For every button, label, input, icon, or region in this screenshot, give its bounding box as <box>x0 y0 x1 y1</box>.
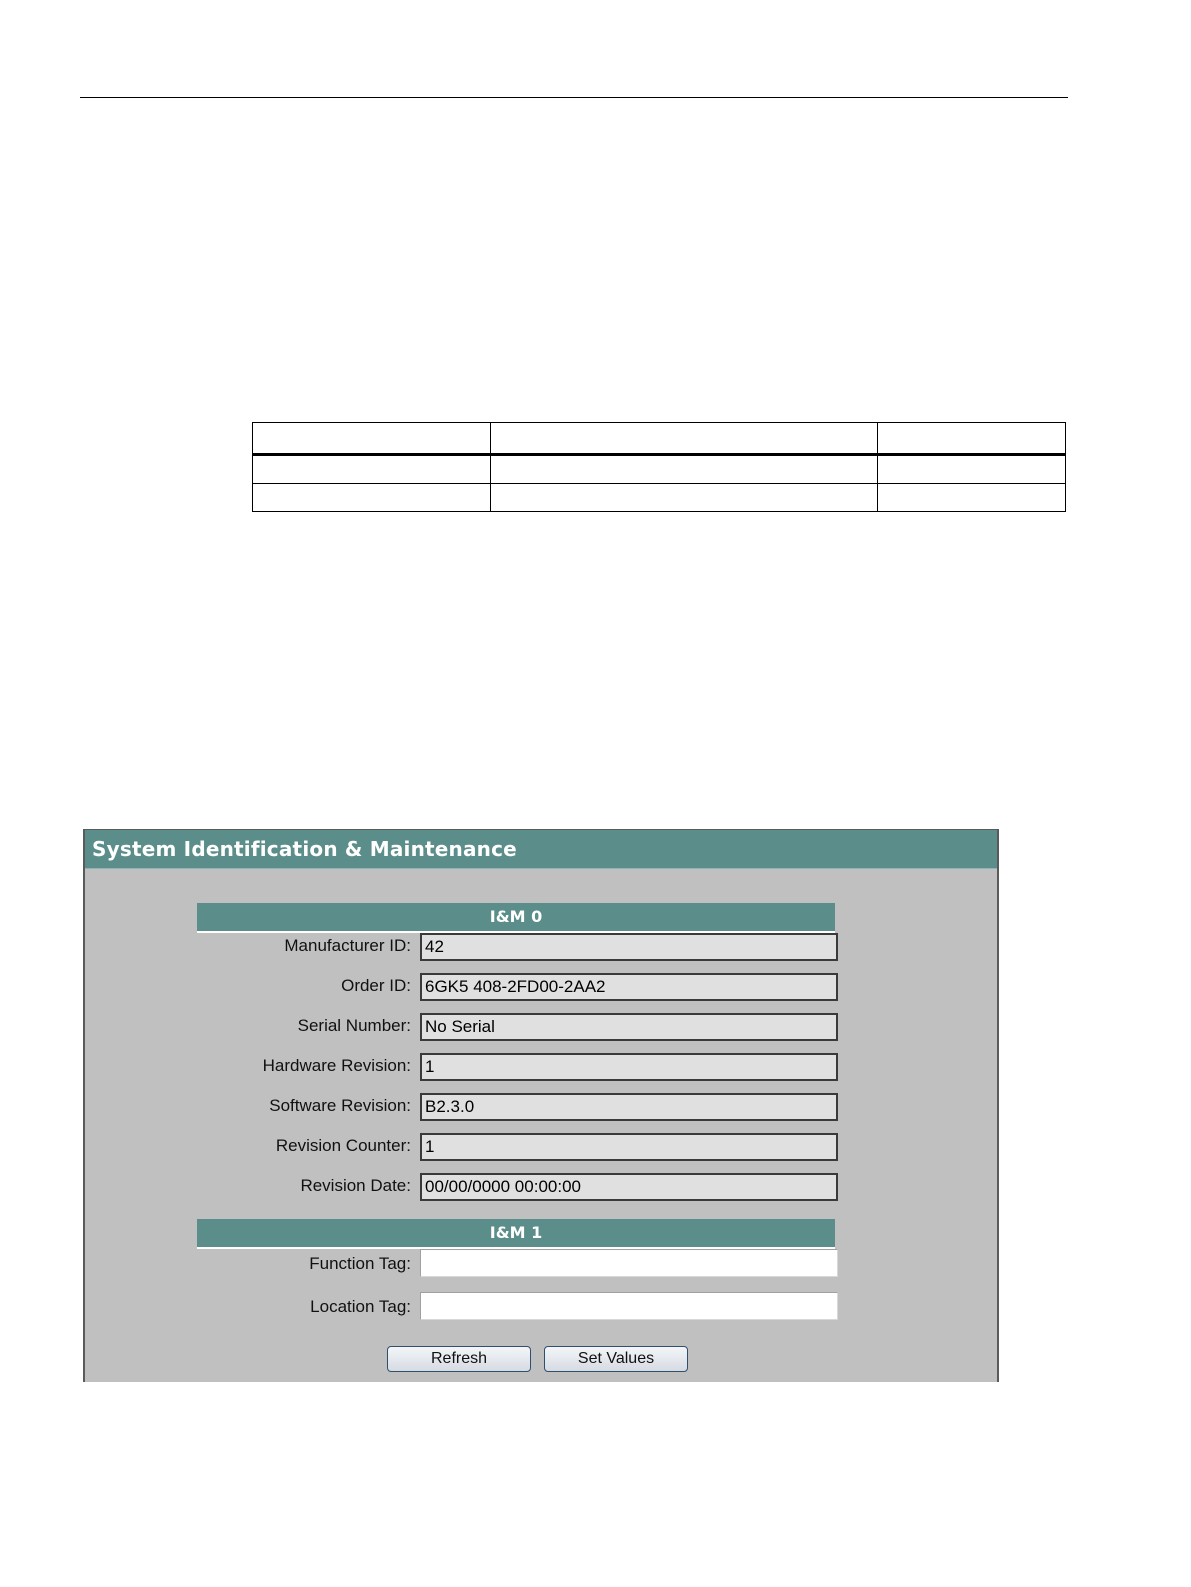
hardware-revision-label: Hardware Revision: <box>262 1056 411 1075</box>
table-cell <box>878 484 1066 512</box>
table-cell <box>878 455 1066 484</box>
table-cell <box>253 455 491 484</box>
table-cell <box>253 423 491 455</box>
section-header-im0: I&M 0 <box>197 903 835 933</box>
table-row <box>253 455 1066 484</box>
page-header-rule <box>80 97 1068 98</box>
software-revision-field: B2.3.0 <box>420 1093 838 1121</box>
table-cell <box>491 484 878 512</box>
table-cell <box>878 423 1066 455</box>
function-tag-label: Function Tag: <box>309 1254 411 1273</box>
revision-counter-field: 1 <box>420 1133 838 1161</box>
revision-date-label: Revision Date: <box>300 1176 411 1195</box>
section-header-im1: I&M 1 <box>197 1219 835 1249</box>
empty-table <box>252 422 1066 512</box>
im-panel <box>83 829 999 1382</box>
table-cell <box>491 455 878 484</box>
manufacturer-id-label: Manufacturer ID: <box>284 936 411 955</box>
hardware-revision-field: 1 <box>420 1053 838 1081</box>
function-tag-input[interactable] <box>420 1249 838 1277</box>
table-cell <box>253 484 491 512</box>
serial-number-label: Serial Number: <box>297 1016 411 1035</box>
location-tag-input[interactable] <box>420 1292 838 1320</box>
set-values-button[interactable]: Set Values <box>544 1346 688 1372</box>
order-id-field: 6GK5 408-2FD00-2AA2 <box>420 973 838 1001</box>
manufacturer-id-field: 42 <box>420 933 838 961</box>
revision-date-field: 00/00/0000 00:00:00 <box>420 1173 838 1201</box>
location-tag-label: Location Tag: <box>310 1297 411 1316</box>
table-header-row <box>253 423 1066 455</box>
table-cell <box>491 423 878 455</box>
table-row <box>253 484 1066 512</box>
panel-title: System Identification & Maintenance <box>85 830 997 869</box>
software-revision-label: Software Revision: <box>269 1096 411 1115</box>
revision-counter-label: Revision Counter: <box>275 1136 411 1155</box>
refresh-button[interactable]: Refresh <box>387 1346 531 1372</box>
serial-number-field: No Serial <box>420 1013 838 1041</box>
order-id-label: Order ID: <box>341 976 411 995</box>
